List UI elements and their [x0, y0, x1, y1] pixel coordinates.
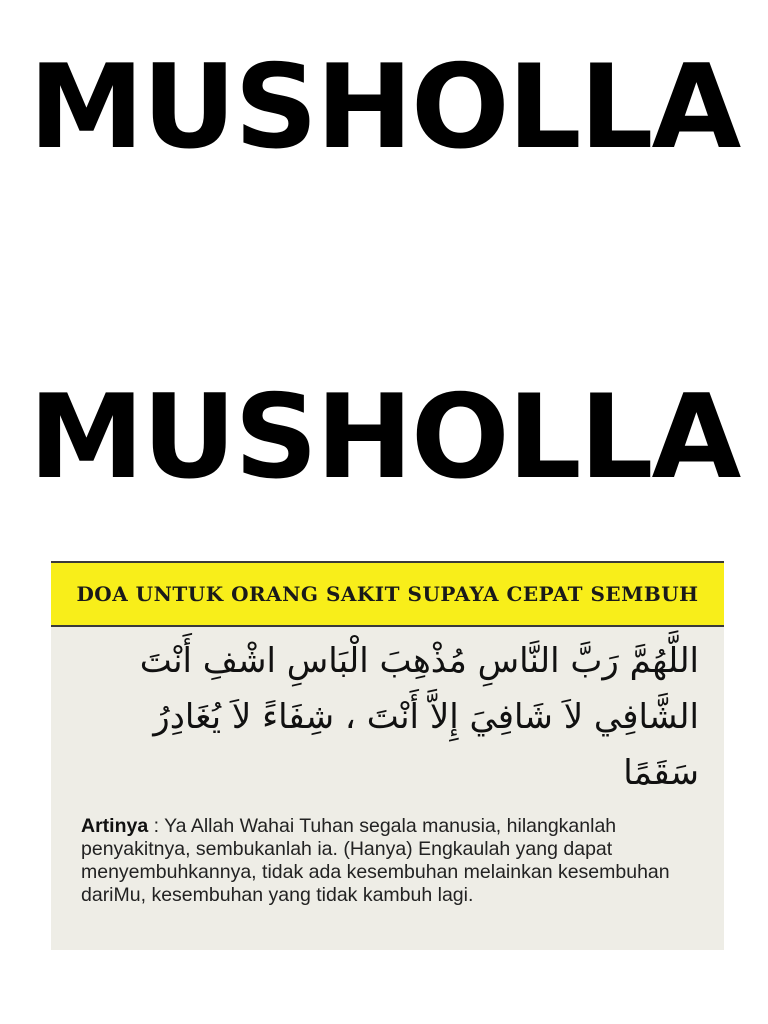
translation-paragraph: [81, 815, 711, 907]
arabic-prayer-text: اللَّهُمَّ رَبَّ النَّاسِ مُذْهِبَ الْبَاسِ اشْفِ أَنْتَ الشَّافِي لاَ شَافِيَ إِلاَّ أَنْتَ ، شِفَاءً لاَ يُغَادِرُ سَقَمًا: [139, 641, 699, 793]
doa-title-bar: [51, 561, 724, 627]
doa-card: [51, 561, 724, 950]
translation-separator: :: [148, 815, 165, 837]
translation-text: Ya Allah Wahai Tuhan segala manusia, hilangkanlah penyakitnya, sembukanlah ia. (Hanya) Engkaulah yang dapat menyembuhkannya, tidak ada kesembuhan melainkan kesembuhan dariMu, kesembuhan yang tidak kambuh lagi.: [81, 815, 670, 906]
doa-title: DOA UNTUK ORANG SAKIT SUPAYA CEPAT SEMBUH: [76, 582, 699, 606]
page-heading-top: MUSHOLLA: [28, 40, 740, 175]
translation-label: Artinya: [81, 815, 149, 837]
page-heading-bottom: MUSHOLLA: [28, 370, 740, 505]
